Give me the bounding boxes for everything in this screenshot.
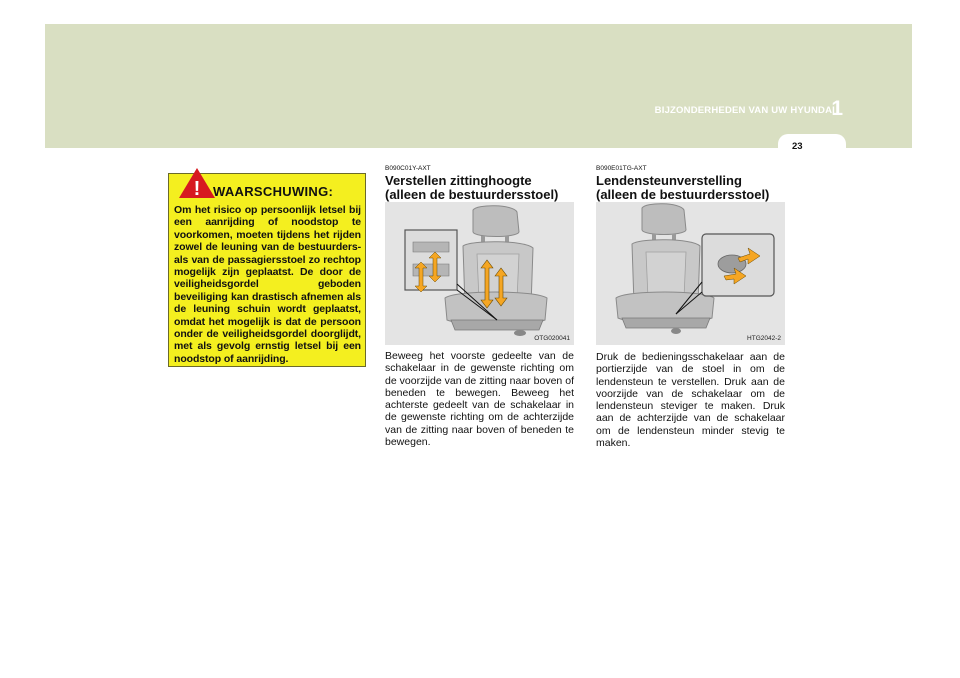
lumbar-body: Druk de bedieningsschakelaar aan de portierzijde van de stoel in om de lendensteun te verstellen. Druk aan de voorzijde van de schakelaar om de lendensteun steviger te maken. Druk aan de achterzijde van de schakelaar om de lendensteun minder stevig te maken.	[596, 351, 785, 450]
section-code: B090E01TG-AXT	[596, 165, 647, 172]
heading-line: (alleen de bestuurdersstoel)	[385, 187, 559, 202]
page-tab	[778, 134, 846, 158]
warning-text: Om het risico op persoonlijk letsel bij een aanrijding of noodstop te voorkomen, moeten tijdens het rijden zowel de leuning van de bestuurders-als van de passagiersstoel zo rechtop mogelijk zijn geplaatst. De door de veiligheidsgordel geboden beveiliging kan drastisch afnemen als de leuning schuin wordt geplaatst, omdat het mogelijk is dat de persoon onder de veiligheidsgordel doorglijdt, met als gevolg ernstig letsel bij een noodstop of aanrijding.	[174, 204, 361, 365]
svg-text:!: !	[193, 178, 201, 200]
heading-line: Verstellen zittinghoogte	[385, 173, 532, 188]
figure-code: HTG2042-2	[747, 335, 781, 342]
seat-height-illustration	[385, 202, 574, 345]
warning-title: WAARSCHUWING:	[213, 184, 334, 199]
section-heading	[385, 174, 575, 202]
seat-height-body: Beweeg het voorste gedeelte van de schakelaar in de gewenste richting om de voorzijde van de zitting naar boven of beneden te bewegen. Beweeg het achterste gedeelt van de schakelaar in de gewenste richting om de achterzijde van de zitting naar boven of beneden te bewegen.	[385, 350, 574, 449]
section-lumbar	[596, 165, 786, 202]
page-number: 23	[792, 141, 803, 152]
seat-height-figure	[385, 202, 574, 345]
header-band	[45, 24, 912, 148]
lumbar-figure	[596, 202, 785, 345]
section-heading	[596, 174, 786, 202]
chapter-number: 1	[831, 97, 843, 120]
heading-line: Lendensteunverstelling	[596, 173, 742, 188]
section-seat-height	[385, 165, 575, 202]
figure-code: OTG020041	[534, 335, 570, 342]
warning-box	[168, 173, 366, 367]
section-code: B090C01Y-AXT	[385, 165, 431, 172]
heading-line: (alleen de bestuurdersstoel)	[596, 187, 770, 202]
chapter-title: BIJZONDERHEDEN VAN UW HYUNDAI	[654, 105, 835, 116]
lumbar-illustration	[596, 202, 785, 345]
